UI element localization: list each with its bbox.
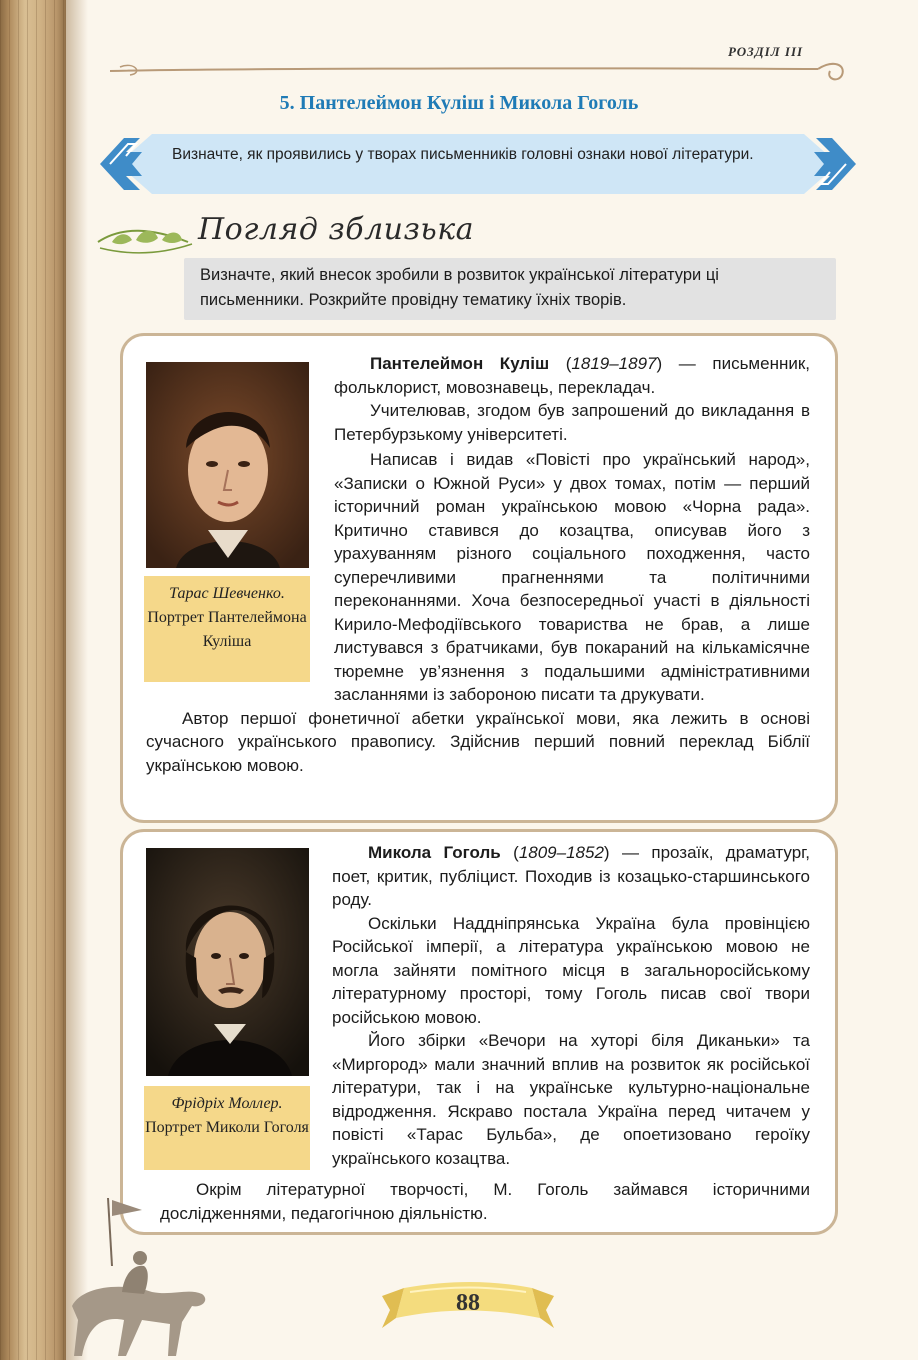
kulish-paragraph-4: Автор першої фонетичної абетки української мови, яка лежить в основі сучасного українського правопису. Здійснив перший повний переклад Біблії українською мовою. [146, 708, 810, 775]
gogol-dates: 1809–1852 [518, 843, 604, 862]
caption-title: Портрет Пантелеймона Куліша [147, 609, 307, 650]
kulish-dates: 1819–1897 [571, 354, 657, 373]
kulish-paragraph-2: Учителював, згодом був запрошений до викладання в Петербурзькому університеті. [334, 401, 810, 444]
caption-artist: Тарас Шевченко. [169, 585, 285, 602]
gogol-paragraph-4: Окрім літературної творчості, М. Гоголь займався історичними дослідженнями, педагогічною діяльністю. [160, 1180, 810, 1223]
gogol-paragraph-3: Його збірки «Вечори на хуторі біля Диканьки» та «Миргород» мали значний вплив на розвиток як російської літератури, так і на українське культурно-національне відродження. Яскраво постала Україна перед читачем у повісті «Тарас Бульба», де опоетизовано героїку українського козацтва. [332, 1031, 810, 1168]
kulish-text-top: Пантелеймон Куліш (1819–1897) — письменник, фольклорист, мовознавець, перекладач. Учителював, згодом був запрошений до викладання в Петербурзькому університеті. [334, 352, 810, 446]
kulish-paragraph-3: Написав і видав «Повісті про український народ», «Записки о Южной Руси» у двох томах, потім — перший історичний роман українською мовою «Чорна рада». Критично ставився до козацтва, описував його з урахуванням різного соціального походження, часто суперечливими прагненнями та політичними переконаннями. Хоча безпосередньої участі в діяльності Кирило-Мефодіївського товариства не брав, а лише листувався з братчиками, був покараний на кількамісячне тюремне ув’язнення з подальшими адміністративними засланнями із забороною писати та друкувати. [334, 450, 810, 704]
kulish-name: Пантелеймон Куліш [370, 354, 550, 373]
wood-margin [0, 0, 66, 1360]
kulish-intro: ) — письменник, фольклорист, мовознавець, перекладач. [334, 354, 811, 397]
page-number: 88 [456, 1290, 480, 1316]
gogol-portrait-caption [144, 1086, 310, 1170]
section-title: 5. Пантелеймон Куліш і Микола Гоголь [279, 92, 639, 114]
cossack-rider-icon [52, 1196, 232, 1360]
kulish-text-bottom [146, 448, 810, 777]
chapter-label: РОЗДІЛ III [728, 44, 804, 59]
caption-title: Портрет Миколи Гоголя [145, 1119, 309, 1136]
gogol-paragraph-2: Оскільки Наддніпрянська Україна була провінцією Російської імперії, а література українською мовою не могла зайняти помітного місця в загальноросійському літературному просторі, тому Гоголь писав свої твори російською мовою. [332, 913, 810, 1027]
gogol-text-top: Микола Гоголь (1809–1852) — прозаїк, драматург, поет, критик, публіцист. Походив із козацько-старшинського роду. Оскільки Наддніпрянська Україна була провінцією Російської імперії, а література українською мовою не могла зайняти помітного місця в загальноросійському літературному просторі, тому Гоголь писав свої твори російською мовою. Його збірки «Вечори на хуторі біля Диканьки» та «Миргород» мали значний вплив на розвиток як російської літератури, так і на українське культурно-національне відродження. Яскраво постала Україна перед читачем у повісті «Тарас Бульба», де опоетизовано героїку українського козацтва. [332, 841, 810, 1170]
task-text: Визначте, як проявились у творах письменників головні ознаки нової літератури. [172, 146, 754, 163]
closer-look-heading: Погляд зблизька [198, 212, 474, 247]
gogol-portrait [146, 848, 309, 1076]
gogol-text-bottom [160, 1178, 810, 1225]
caption-artist: Фрідріх Моллер. [171, 1095, 283, 1112]
gogol-name: Микола Гоголь [368, 843, 501, 862]
header-rule-ornament [110, 55, 850, 85]
paper-shadow [66, 0, 88, 1360]
gogol-intro: ) — прозаїк, драматург, поет, критик, публіцист. Походив із козацько-старшинського роду. [332, 843, 810, 909]
prompt-text: Визначте, який внесок зробили в розвиток української літератури ці письменники. Розкрийте провідну тематику їхніх творів. [200, 266, 719, 309]
